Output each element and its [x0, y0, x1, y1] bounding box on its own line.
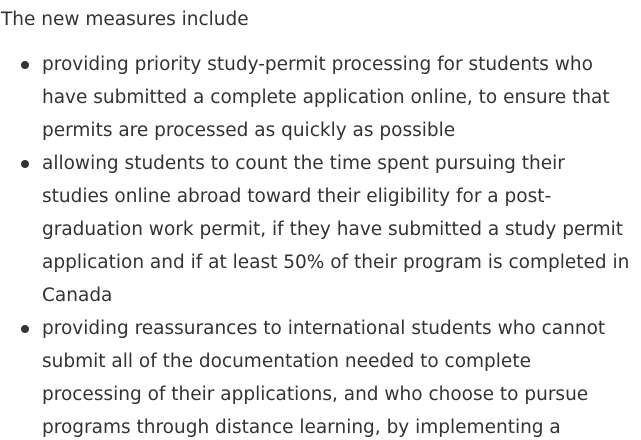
intro-text: The new measures include	[1, 9, 249, 30]
list-item-3-line-1: providing reassurances to international students who cannot	[42, 318, 606, 339]
bullet-marker	[21, 61, 29, 69]
list-item-2-line-5: Canada	[42, 285, 113, 306]
list-item-1-line-3: permits are processed as quickly as possible	[42, 120, 456, 141]
bullet-marker	[21, 325, 29, 333]
list-item-3-line-2: submit all of the documentation needed to complete	[42, 351, 531, 372]
list-item-2-line-3: graduation work permit, if they have submitted a study permit	[42, 219, 624, 240]
list-item-2-line-2: studies online abroad toward their eligibility for a post-	[42, 186, 552, 207]
list-item-1-line-2: have submitted a complete application online, to ensure that	[42, 87, 610, 108]
list-item-3-line-3: processing of their applications, and who choose to pursue	[42, 384, 589, 405]
list-item-2-line-1: allowing students to count the time spent pursuing their	[42, 153, 565, 174]
list-item-1-line-1: providing priority study-permit processing for students who	[42, 54, 593, 75]
list-item-2-line-4: application and if at least 50% of their program is completed in	[42, 252, 630, 273]
bullet-marker	[21, 160, 29, 168]
list-item-3-line-4: programs through distance learning, by implementing a	[42, 417, 561, 438]
